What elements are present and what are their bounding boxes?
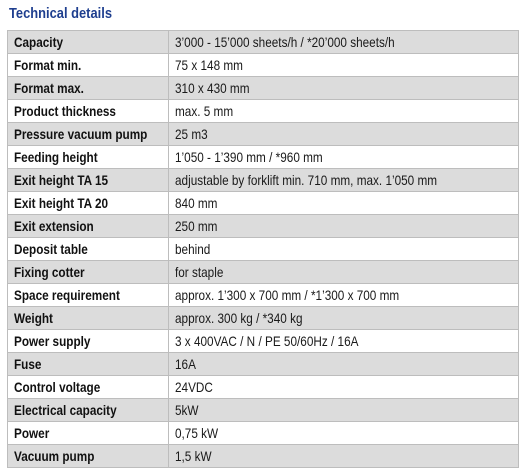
spec-label [8,54,169,77]
spec-label-text: Power supply [14,333,91,349]
spec-value-text: 1’050 - 1’390 mm / *960 mm [175,149,323,165]
spec-value [169,307,519,330]
table-row [8,353,519,376]
spec-value [169,399,519,422]
table-row [8,77,519,100]
spec-label-text: Deposit table [14,241,88,257]
spec-label [8,238,169,261]
spec-value-text: 3 x 400VAC / N / PE 50/60Hz / 16A [175,333,359,349]
spec-value-text: 24VDC [175,379,213,395]
table-row [8,238,519,261]
spec-label [8,215,169,238]
spec-value-text: adjustable by forklift min. 710 mm, max. 1’050 mm [175,172,438,188]
spec-value [169,146,519,169]
spec-value [169,445,519,468]
spec-label [8,376,169,399]
spec-label-text: Fixing cotter [14,264,85,280]
table-row [8,422,519,445]
spec-value-text: 310 x 430 mm [175,80,250,96]
spec-value [169,376,519,399]
table-row [8,192,519,215]
spec-label [8,307,169,330]
spec-label-text: Fuse [14,356,42,372]
spec-value-text: 1,5 kW [175,448,212,464]
table-row [8,215,519,238]
table-row [8,100,519,123]
table-row [8,330,519,353]
spec-label [8,31,169,54]
spec-label [8,261,169,284]
table-row [8,123,519,146]
spec-label [8,123,169,146]
spec-value-text: max. 5 mm [175,103,234,119]
spec-label-text: Capacity [14,34,64,50]
spec-label-text: Format min. [14,57,82,73]
spec-label [8,330,169,353]
spec-label-text: Pressure vacuum pump [14,126,148,142]
section-title: Technical details [9,5,112,22]
spec-label-text: Electrical capacity [14,402,117,418]
spec-label-text: Exit extension [14,218,94,234]
spec-value [169,54,519,77]
spec-label-text: Space requirement [14,287,120,303]
spec-value-text: behind [175,241,211,257]
spec-label [8,353,169,376]
spec-value [169,330,519,353]
spec-label [8,192,169,215]
table-row [8,31,519,54]
spec-label-text: Vacuum pump [14,448,95,464]
spec-value [169,261,519,284]
spec-value-text: 0,75 kW [175,425,219,441]
spec-value [169,284,519,307]
table-row [8,146,519,169]
spec-value-text: 75 x 148 mm [175,57,243,73]
spec-value [169,31,519,54]
table-row [8,261,519,284]
spec-value [169,100,519,123]
table-row [8,399,519,422]
spec-label [8,284,169,307]
spec-label-text: Exit height TA 15 [14,172,109,188]
technical-details-table [7,30,519,468]
spec-label-text: Format max. [14,80,84,96]
spec-label [8,445,169,468]
spec-value-text: 840 mm [175,195,218,211]
spec-value-text: 16A [175,356,196,372]
spec-value [169,77,519,100]
table-row [8,445,519,468]
spec-label [8,169,169,192]
spec-label-text: Product thickness [14,103,116,119]
table-row [8,376,519,399]
spec-value [169,422,519,445]
spec-label-text: Weight [14,310,53,326]
spec-label [8,100,169,123]
spec-label-text: Feeding height [14,149,98,165]
table-row [8,307,519,330]
spec-value-text: 5kW [175,402,199,418]
spec-value [169,353,519,376]
spec-label-text: Control voltage [14,379,101,395]
spec-value [169,192,519,215]
spec-label [8,422,169,445]
spec-label [8,77,169,100]
spec-value-text: approx. 300 kg / *340 kg [175,310,303,326]
spec-value [169,123,519,146]
table-row [8,284,519,307]
spec-value-text: 25 m3 [175,126,208,142]
spec-label [8,146,169,169]
spec-label-text: Power [14,425,50,441]
spec-value [169,169,519,192]
table-row [8,54,519,77]
spec-value-text: approx. 1’300 x 700 mm / *1’300 x 700 mm [175,287,400,303]
spec-label [8,399,169,422]
spec-value-text: 3’000 - 15’000 sheets/h / *20’000 sheets/h [175,34,395,50]
table-row [8,169,519,192]
spec-value [169,215,519,238]
spec-value-text: for staple [175,264,224,280]
spec-value [169,238,519,261]
spec-value-text: 250 mm [175,218,218,234]
spec-label-text: Exit height TA 20 [14,195,109,211]
